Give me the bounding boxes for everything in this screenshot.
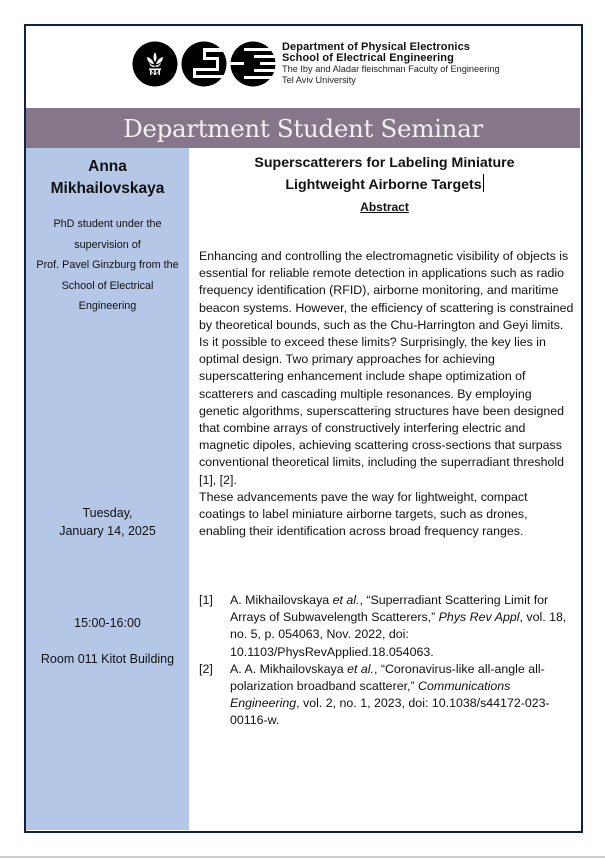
seminar-date: [26, 504, 189, 540]
abstract-paragraph: Is it possible to exceed these limits? Surprisingly, the key lies in optimal design. Two primary approaches for achieving superscattering enhancement include shape optimization of scatterers and cascading multiple resonances. By employing genetic algorithms, superscattering structures have been designed that combine arrays of constructively interfering electric and magnetic dipoles, achieving scattering cross-sections that surpass conventional theoretical limits, including the superradiant threshold [1], [2].: [199, 335, 565, 487]
ref-details: , vol. 18, no. 5, p. 054063, Nov. 2022, doi: 10.1103/PhysRevApplied.18.054063.: [230, 610, 567, 659]
seminar-room: Room 011 Kitot Building: [40, 652, 175, 666]
seminar-weekday: Tuesday,: [82, 506, 133, 520]
reference-number: [1]: [199, 593, 213, 607]
speaker-first-name: Anna: [88, 158, 127, 175]
school-name: School of Electrical Engineering: [282, 52, 454, 64]
department-name: Department of Physical Electronics: [282, 41, 471, 53]
ref-journal: Communications Engineering: [230, 679, 511, 711]
ref-authors: A. A. Mikhailovskaya: [230, 661, 348, 676]
logo-group: [132, 41, 276, 87]
department-text: [282, 42, 500, 86]
banner-title: Department Student Seminar: [123, 113, 483, 143]
seminar-time: 15:00-16:00: [74, 616, 141, 630]
tau-emblem-logo: [132, 41, 178, 87]
speaker-sidebar: [26, 148, 189, 830]
talk-title-line-2: Lightweight Airborne Targets: [285, 177, 482, 193]
physical-electronics-logo: [230, 41, 276, 87]
reference-item: [199, 661, 575, 730]
school-ee-logo: [181, 41, 227, 87]
ref-title: , “Coronavirus-like all-angle all-polarization broadband scatterer,”: [230, 661, 545, 694]
speaker-desc-line: Engineering: [78, 300, 137, 312]
speaker-desc-line: Prof. Pavel Ginzburg from the: [36, 259, 179, 271]
abstract-paragraph: Enhancing and controlling the electromagnetic visibility of objects is essential for reliable remote detection in applications such as radio frequency identification (RFID), airborne monitoring, and maritime beacon systems. However, the efficiency of scattering is constrained by theoretical bounds, such as the Chu-Harrington and Geyi limits.: [199, 249, 574, 332]
reference-text: [230, 661, 575, 730]
abstract-paragraph: These advancements pave the way for lightweight, compact coatings to label miniature airborne targets, such as drones, enabling their identification across broad frequency ranges.: [199, 489, 528, 539]
ref-journal: Phys Rev Appl: [438, 610, 520, 625]
main-content: [189, 148, 580, 830]
reference-item: [199, 592, 575, 661]
speaker-desc-line: supervision of: [74, 238, 141, 251]
talk-title-line-1: Superscatterers for Labeling Miniature: [254, 155, 515, 171]
university-name: Tel Aviv University: [282, 75, 356, 85]
talk-title[interactable]: [189, 152, 580, 196]
ref-details: , vol. 2, no. 1, 2023, doi: 10.1038/s44172-023-00116-w.: [230, 696, 550, 728]
speaker-description: [26, 214, 189, 317]
abstract-heading: Abstract: [360, 200, 409, 214]
ref-authors: A. Mikhailovskaya: [230, 593, 333, 607]
abstract-body: [199, 248, 575, 540]
seminar-day: January 14, 2025: [59, 524, 156, 538]
ref-etal: et al.: [332, 593, 360, 607]
ref-title: , “Superradiant Scattering Limit for Arrays of Subwavelength Scatterers,”: [230, 593, 549, 625]
seminar-poster: [24, 24, 583, 833]
faculty-name: The Iby and Aladar fleischman Faculty of Engineering: [282, 64, 500, 74]
speaker-name: [26, 156, 189, 200]
reference-text: [230, 592, 575, 661]
header: [132, 40, 500, 88]
ref-etal: et al.: [347, 661, 374, 676]
reference-number: [2]: [199, 661, 213, 676]
references-list: [199, 592, 575, 730]
speaker-last-name: Mikhailovskaya: [50, 180, 165, 197]
text-cursor: [483, 174, 484, 192]
speaker-desc-line: School of Electrical: [61, 279, 154, 292]
page-bottom-rule: [0, 856, 605, 858]
seminar-banner: [26, 108, 580, 148]
speaker-desc-line: PhD student under the: [53, 218, 162, 230]
